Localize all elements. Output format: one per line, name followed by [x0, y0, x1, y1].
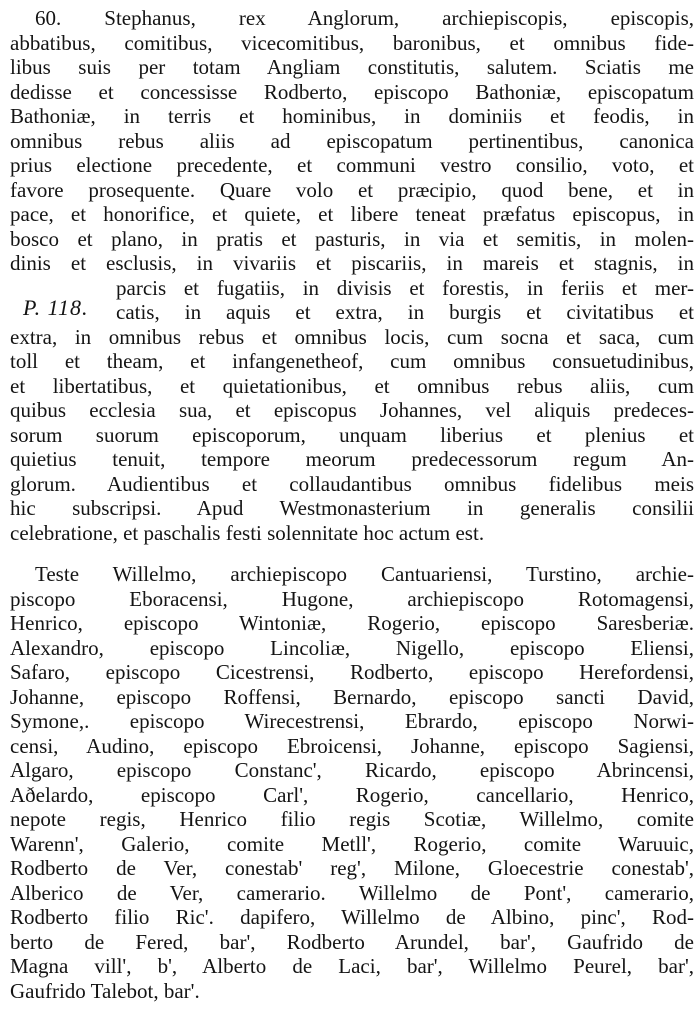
text-line: Rodberto de Ver, conestab' reg', Milone, Gloecestrie conestab',: [10, 856, 694, 880]
text-line: piscopo Eboracensi, Hugone, archiepiscopo Rotomagensi,: [10, 586, 694, 611]
text-line: Aðelardo, episcopo Carl', Rogerio, cancellario, Henrico,: [10, 782, 694, 807]
text-line: censi, Audino, episcopo Ebroicensi, Johanne, episcopo Sagiensi,: [10, 733, 694, 758]
text-line: omnibus rebus aliis ad episcopatum pertinentibus, canonica: [10, 128, 694, 153]
text-line: Bathoniæ, in terris et hominibus, in dominiis et feodis, in: [10, 104, 694, 128]
text-line: quietius tenuit, tempore meorum predecessorum regum An-: [10, 447, 694, 471]
text-line: Magna vill', b', Alberto de Laci, bar', Willelmo Peurel, bar',: [10, 954, 694, 978]
document-page: [10, 6, 694, 1003]
text-line: bosco et plano, in pratis et pasturis, in via et semitis, in molen-: [10, 226, 694, 251]
text-line: sorum suorum episcoporum, unquam liberius et plenius et: [10, 422, 694, 447]
paragraph-spacer: [10, 545, 694, 562]
text-line: quibus ecclesia sua, et episcopus Johannes, vel aliquis predeces-: [10, 398, 694, 422]
text-line: et libertatibus, et quietationibus, et omnibus rebus aliis, cum: [10, 373, 694, 398]
text-line: prius electione precedente, et communi vestro consilio, voto, et: [10, 153, 694, 177]
text-line: Symone,. episcopo Wirecestrensi, Ebrardo, episcopo Norwi-: [10, 709, 694, 733]
text-line: nepote regis, Henrico filio regis Scotiæ, Willelmo, comite: [10, 807, 694, 831]
text-line: Rodberto filio Ric'. dapifero, Willelmo de Albino, pinc', Rod-: [10, 905, 694, 929]
charter-paragraph: [10, 6, 694, 545]
text-line: 60. Stephanus, rex Anglorum, archiepiscopis, episcopis,: [35, 6, 694, 30]
text-line: hic subscripsi. Apud Westmonasterium in generalis consilii: [10, 496, 694, 520]
text-line: libus suis per totam Angliam constitutis, salutem. Sciatis me: [10, 55, 694, 79]
text-line: dedisse et concessisse Rodberto, episcopo Bathoniæ, episcopatum: [10, 79, 694, 104]
text-line: Teste Willelmo, archiepiscopo Cantuariensi, Turstino, archie-: [35, 562, 694, 586]
text-line: favore prosequente. Quare volo et præcipio, quod bene, et in: [10, 177, 694, 202]
text-line: celebratione, et paschalis festi solennitate hoc actum est.: [10, 520, 485, 545]
text-line: glorum. Audientibus et collaudantibus omnibus fidelibus meis: [10, 471, 694, 496]
text-line: Algaro, episcopo Constanc', Ricardo, episcopo Abrincensi,: [10, 758, 694, 782]
text-line: Gaufrido Talebot, bar'.: [10, 978, 200, 1003]
text-line: dinis et esclusis, in vivariis et piscariis, in mareis et stagnis, in: [10, 251, 694, 275]
text-line: abbatibus, comitibus, vicecomitibus, baronibus, et omnibus fide-: [10, 30, 694, 55]
text-line: Safaro, episcopo Cicestrensi, Rodberto, episcopo Herefordensi,: [10, 660, 694, 684]
text-line: Alberico de Ver, camerario. Willelmo de Pont', camerario,: [10, 880, 694, 905]
page-reference-margin-note: P. 118.: [23, 295, 89, 320]
text-line: Henrico, episcopo Wintoniæ, Rogerio, episcopo Saresberiæ.: [10, 611, 694, 635]
text-line: parcis et fugatiis, in divisis et forestis, in feriis et mer-: [116, 275, 694, 300]
text-line: extra, in omnibus rebus et omnibus locis, cum socna et saca, cum: [10, 324, 694, 349]
text-line: pace, et honorifice, et quiete, et libere teneat præfatus episcopus, in: [10, 202, 694, 226]
witness-list-paragraph: [10, 562, 694, 1003]
text-line: Alexandro, episcopo Lincoliæ, Nigello, episcopo Eliensi,: [10, 635, 694, 660]
text-line: Johanne, episcopo Roffensi, Bernardo, episcopo sancti David,: [10, 684, 694, 709]
text-line: catis, in aquis et extra, in burgis et civitatibus et: [116, 300, 694, 324]
text-line: toll et theam, et infangenetheof, cum omnibus consuetudinibus,: [10, 349, 694, 373]
text-line: berto de Fered, bar', Rodberto Arundel, bar', Gaufrido de: [10, 929, 694, 954]
text-line: Warenn', Galerio, comite Metll', Rogerio, comite Waruuic,: [10, 831, 694, 856]
